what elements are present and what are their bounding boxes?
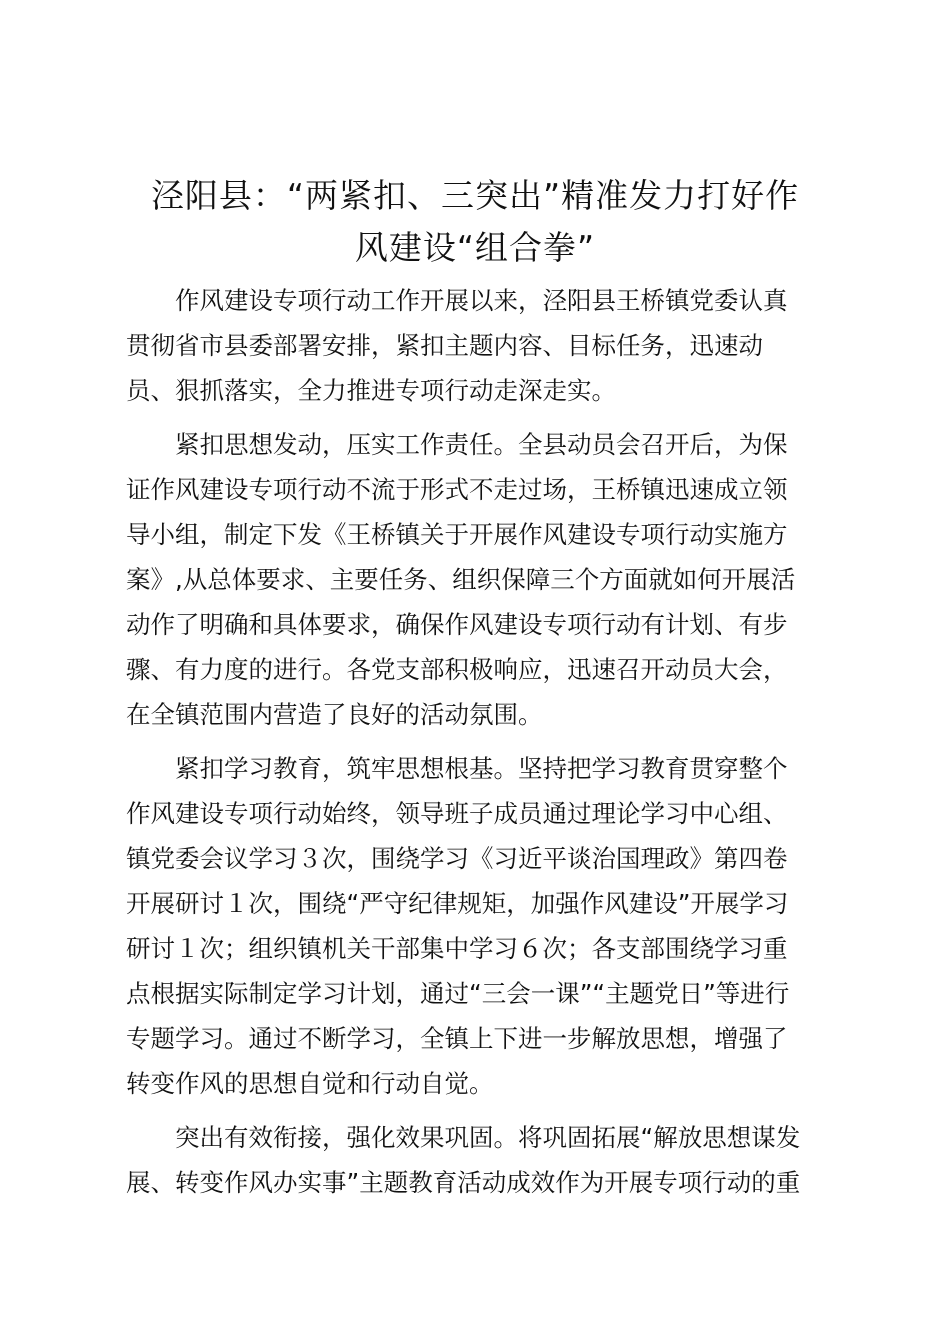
paragraph-3 — [126, 746, 838, 1106]
paragraph-1 — [126, 278, 838, 413]
paragraph-4 — [126, 1115, 838, 1205]
text-line: 导小组，制定下发《王桥镇关于开展作风建设专项行动实施方 — [126, 520, 788, 549]
text-line: 案》,从总体要求、主要任务、组织保障三个方面就如何开展活 — [126, 565, 796, 594]
text-line: 镇党委会议学习３次，围绕学习《习近平谈治国理政》第四卷 — [126, 844, 788, 873]
text-line: 员、狠抓落实，全力推进专项行动走深走实。 — [126, 376, 616, 405]
title-line: 泾阳县：“两紧扣、三突出”精准发力打好作 — [150, 176, 800, 215]
document-title — [110, 170, 840, 274]
text-line: 证作风建设专项行动不流于形式不走过场，王桥镇迅速成立领 — [126, 475, 788, 504]
text-line: 在全镇范围内营造了良好的活动氛围。 — [126, 700, 543, 729]
text-line: 研讨１次；组织镇机关干部集中学习６次；各支部围绕学习重 — [126, 934, 788, 963]
paragraph-2 — [126, 422, 838, 737]
text-line: 点根据实际制定学习计划，通过“三会一课”“主题党日”等进行 — [126, 979, 790, 1008]
text-line: 紧扣学习教育，筑牢思想根基。坚持把学习教育贯穿整个 — [175, 754, 788, 783]
text-line: 作风建设专项行动工作开展以来，泾阳县王桥镇党委认真 — [175, 286, 788, 315]
text-line: 转变作风的思想自觉和行动自觉。 — [126, 1069, 494, 1098]
text-line: 动作了明确和具体要求，确保作风建设专项行动有计划、有步 — [126, 610, 788, 639]
text-line: 贯彻省市县委部署安排，紧扣主题内容、目标任务，迅速动 — [126, 331, 763, 360]
text-line: 开展研讨１次，围绕“严守纪律规矩，加强作风建设”开展学习 — [126, 889, 789, 918]
text-line: 突出有效衔接，强化效果巩固。将巩固拓展“解放思想谋发 — [175, 1123, 801, 1152]
text-line: 骤、有力度的进行。各党支部积极响应，迅速召开动员大会， — [126, 655, 788, 684]
document-body — [126, 278, 838, 1214]
text-line: 展、转变作风办实事”主题教育活动成效作为开展专项行动的重 — [126, 1168, 801, 1197]
text-line: 作风建设专项行动始终，领导班子成员通过理论学习中心组、 — [126, 799, 788, 828]
title-line: 风建设“组合拳” — [354, 228, 596, 267]
text-line: 专题学习。通过不断学习，全镇上下进一步解放思想，增强了 — [126, 1024, 788, 1053]
text-line: 紧扣思想发动，压实工作责任。全县动员会召开后，为保 — [175, 430, 788, 459]
